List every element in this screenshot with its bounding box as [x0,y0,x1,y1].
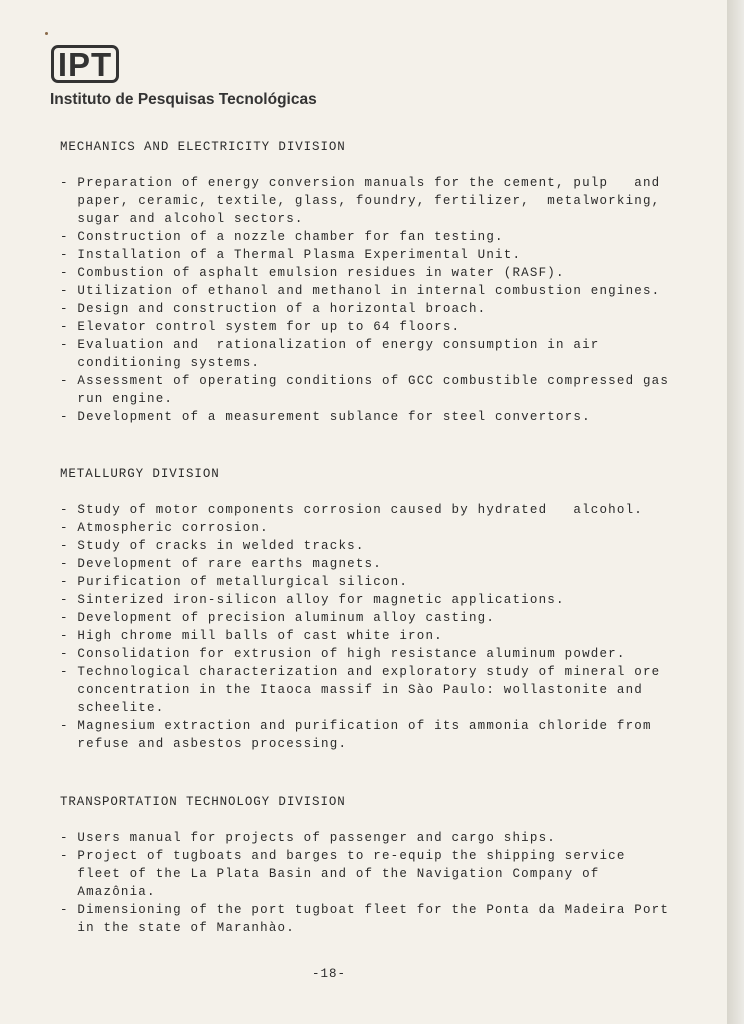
list-item-line: - Dimensioning of the port tugboat fleet for the Ponta da Madeira Port [60,903,670,917]
list-item [60,901,700,937]
list-item [60,645,700,663]
list-item [60,282,700,300]
ipt-logo [51,45,119,83]
list-item-line: - Development of rare earths magnets. [60,557,382,571]
list-item-line: - Study of motor components corrosion caused by hydrated alcohol. [60,503,643,517]
list-item-line: scheelite. [60,701,165,715]
list-item-line: - Magnesium extraction and purification of its ammonia chloride from [60,719,652,733]
list-item [60,300,700,318]
list-item [60,627,700,645]
list-item [60,591,700,609]
list-item-line: sugar and alcohol sectors. [60,212,304,226]
list-item [60,847,700,901]
list-item-line: - Development of precision aluminum alloy casting. [60,611,496,625]
list-item-line: - Consolidation for extrusion of high resistance aluminum powder. [60,647,626,661]
section-transportation [60,793,700,937]
list-item-line: concentration in the Itaoca massif in Sào Paulo: wollastonite and [60,683,643,697]
list-item [60,246,700,264]
list-item [60,228,700,246]
list-item-line: - Atmospheric corrosion. [60,521,269,535]
section-heading: TRANSPORTATION TECHNOLOGY DIVISION [60,795,346,809]
list-item [60,663,700,717]
list-item-line: - Development of a measurement sublance for steel convertors. [60,410,591,424]
list-item [60,501,700,519]
list-item-line: - Construction of a nozzle chamber for fan testing. [60,230,504,244]
list-item-line: run engine. [60,392,174,406]
list-item [60,609,700,627]
list-item [60,537,700,555]
list-item-line: refuse and asbestos processing. [60,737,348,751]
list-item-line: - Preparation of energy conversion manuals for the cement, pulp and [60,176,661,190]
list-item [60,336,700,372]
list-item-line: - Users manual for projects of passenger and cargo ships. [60,831,556,845]
logo-mark: IPT [57,45,113,83]
list-item-line: - Sinterized iron-silicon alloy for magnetic applications. [60,593,565,607]
list-item-line: - Utilization of ethanol and methanol in internal combustion engines. [60,284,661,298]
list-item-line: conditioning systems. [60,356,261,370]
list-item [60,174,700,228]
list-item-line: - Assessment of operating conditions of GCC combustible compressed gas [60,374,670,388]
list-item-line: - High chrome mill balls of cast white iron. [60,629,443,643]
list-item-line: - Elevator control system for up to 64 floors. [60,320,461,334]
list-item [60,408,700,426]
institute-name: Instituto de Pesquisas Tecnológicas [50,91,317,108]
list-item [60,573,700,591]
list-item-line: in the state of Maranhào. [60,921,295,935]
list-item-line: - Purification of metallurgical silicon. [60,575,409,589]
list-item-line: - Design and construction of a horizontal broach. [60,302,487,316]
list-item [60,829,700,847]
section-heading: METALLURGY DIVISION [60,467,220,481]
section-heading: MECHANICS AND ELECTRICITY DIVISION [60,140,346,154]
page-number: -18- [312,967,347,981]
list-item [60,318,700,336]
list-item-line: - Combustion of asphalt emulsion residues in water (RASF). [60,266,565,280]
list-item [60,264,700,282]
list-item [60,555,700,573]
list-item [60,372,700,408]
list-item-line: paper, ceramic, textile, glass, foundry, fertilizer, metalworking, [60,194,661,208]
list-item-line: - Project of tugboats and barges to re-equip the shipping service [60,849,626,863]
list-item-line: - Technological characterization and exploratory study of mineral ore [60,665,661,679]
page-edge [727,0,744,1024]
ink-speck [45,32,48,35]
list-item-line: fleet of the La Plata Basin and of the Navigation Company of [60,867,600,881]
list-item-line: - Installation of a Thermal Plasma Experimental Unit. [60,248,522,262]
section-mechanics-electricity [60,138,700,426]
list-item-line: Amazônia. [60,885,156,899]
list-item-line: - Study of cracks in welded tracks. [60,539,365,553]
list-item [60,717,700,753]
list-item [60,519,700,537]
list-item-line: - Evaluation and rationalization of energy consumption in air [60,338,600,352]
section-metallurgy [60,465,700,753]
